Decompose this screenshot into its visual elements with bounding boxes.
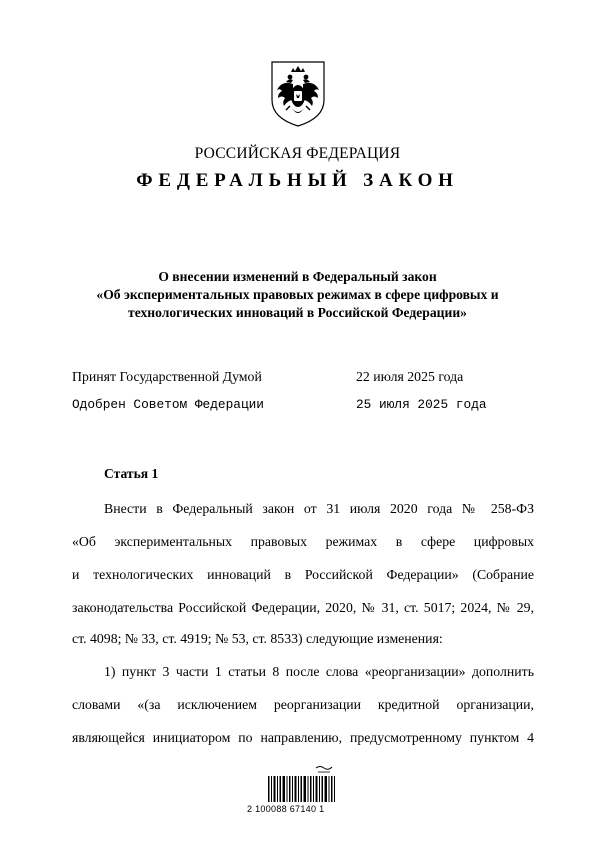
body-line: ст. 4098; № 33, ст. 4919; № 53, ст. 8533) следующие изменения: (72, 631, 443, 646)
law-title-line: технологических инноваций в Российской Федерации» (128, 305, 467, 320)
duma-adoption-date: 22 июля 2025 года (356, 369, 464, 384)
body-line: «Об экспериментальных правовых режимах в сфере цифровых (72, 534, 534, 549)
body-line: законодательства Российской Федерации, 2020, № 31, ст. 5017; 2024, № 29, (72, 600, 534, 615)
body-line: словами «(за исключением реорганизации кредитной организации, (72, 697, 534, 712)
body-line: являющейся инициатором по направлению, предусмотренному пунктом 4 (72, 730, 534, 745)
article-heading: Статья 1 (104, 466, 159, 481)
barcode-number: 2 100088 67140 1 (247, 804, 325, 814)
coat-of-arms-emblem (268, 60, 328, 128)
body-line: Внести в Федеральный закон от 31 июля 2020 года № 258-ФЗ (104, 501, 534, 516)
council-approval-date: 25 июля 2025 года (356, 397, 487, 412)
law-type-heading: ФЕДЕРАЛЬНЫЙ ЗАКОН (136, 170, 459, 191)
country-name: РОССИЙСКАЯ ФЕДЕРАЦИЯ (194, 145, 401, 162)
law-title (40, 268, 555, 322)
law-title-line: О внесении изменений в Федеральный закон (158, 269, 437, 284)
body-line: 1) пункт 3 части 1 статьи 8 после слова «реорганизации» дополнить (104, 664, 534, 679)
council-approval-label: Одобрен Советом Федерации (72, 397, 264, 412)
duma-adoption-label: Принят Государственной Думой (72, 369, 262, 384)
law-title-line: «Об экспериментальных правовых режимах в сфере цифровых и (96, 287, 499, 302)
body-line: и технологических инноваций в Российской Федерации» (Собрание (72, 567, 534, 582)
